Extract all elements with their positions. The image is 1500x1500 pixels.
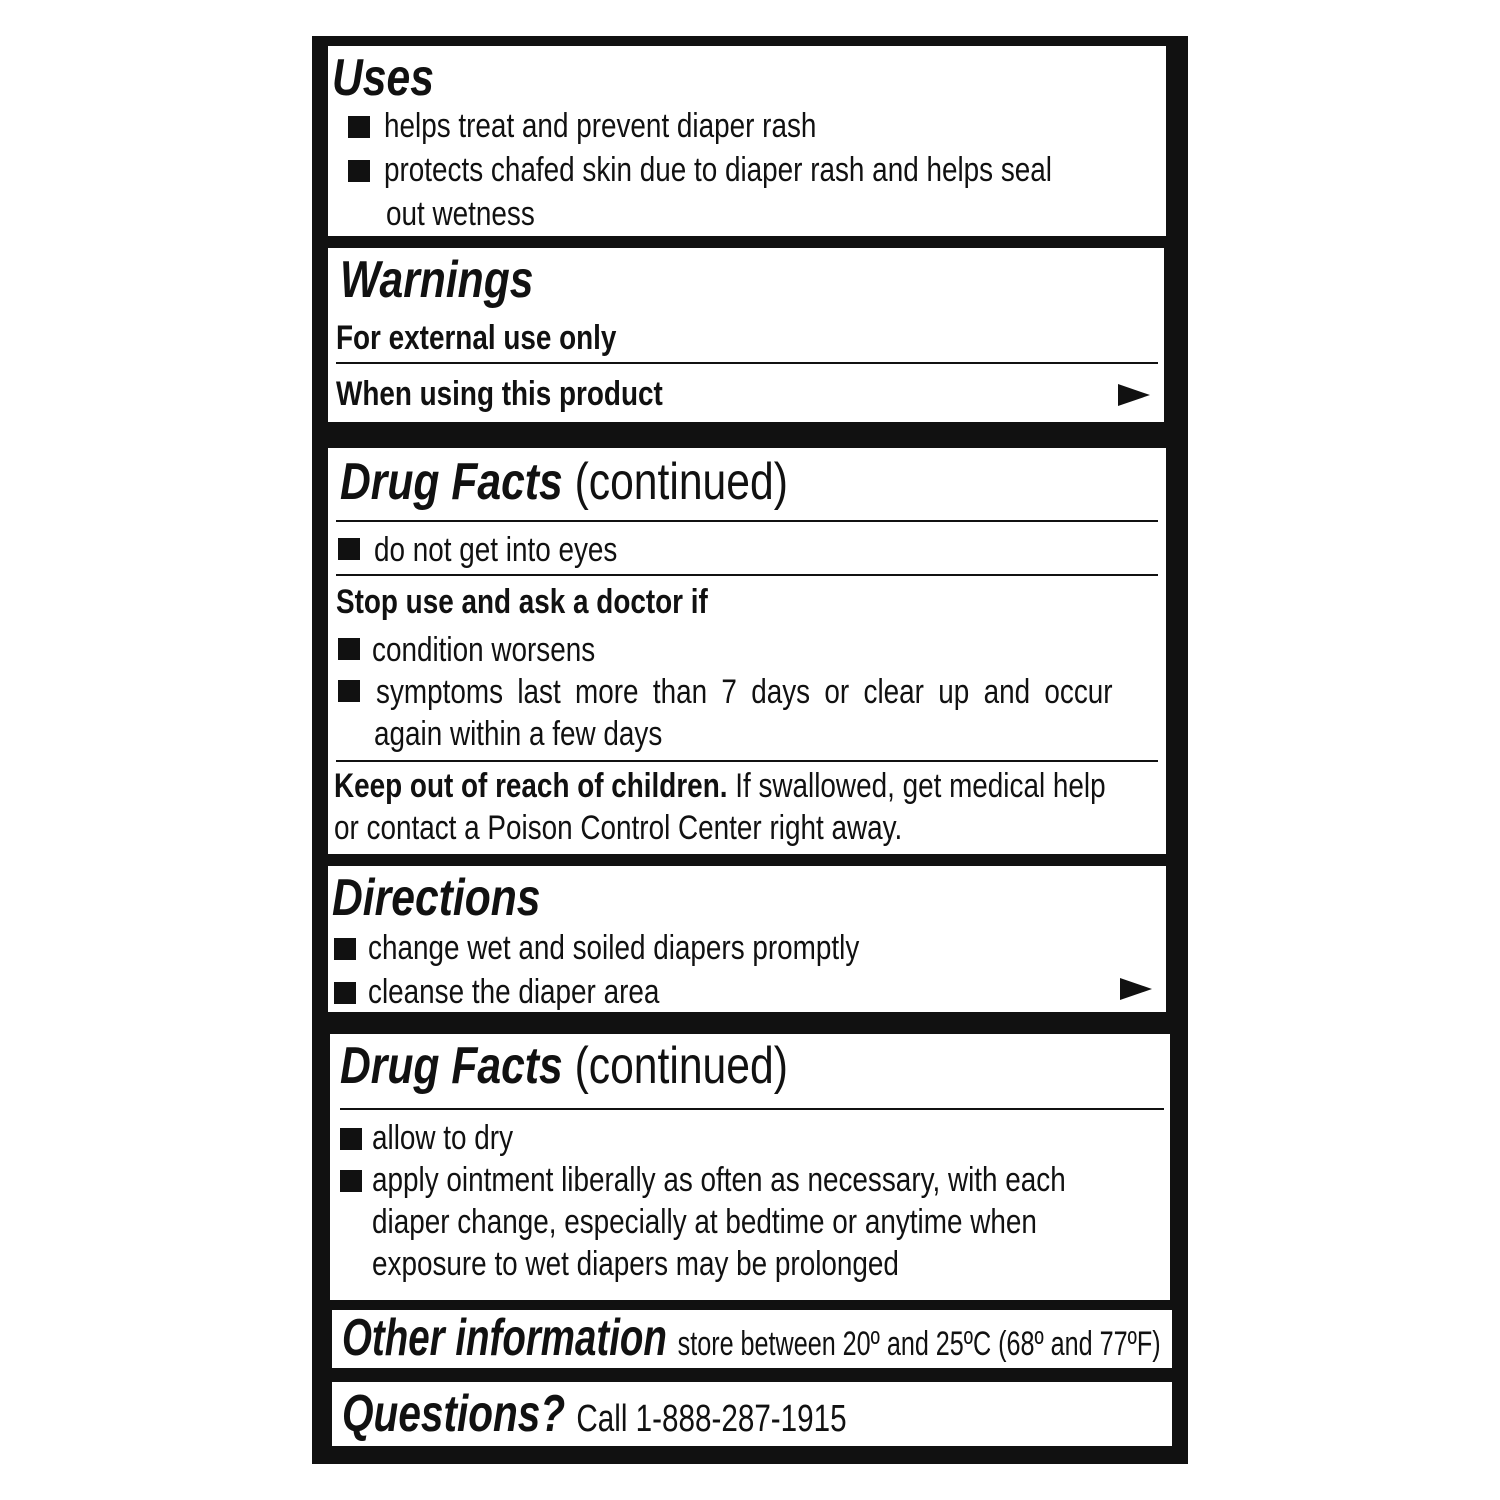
bullet-icon xyxy=(340,1170,362,1192)
other-information-heading: Other information store between 20º and 25ºC (68º and 77ºF) xyxy=(342,1310,1161,1367)
directions-panel xyxy=(328,866,1166,1012)
divider xyxy=(340,1108,1164,1110)
uses-item-continued: out wetness xyxy=(386,195,535,233)
bullet-icon xyxy=(338,638,360,660)
external-use-text: For external use only xyxy=(336,319,617,357)
bullet-icon xyxy=(348,160,370,182)
drug-facts-heading: Drug Facts (continued) xyxy=(340,1037,788,1095)
uses-item: helps treat and prevent diaper rash xyxy=(384,107,817,145)
bullet-icon xyxy=(338,538,360,560)
arrow-right-icon xyxy=(1120,978,1152,1000)
bullet-icon xyxy=(334,938,356,960)
directions-item: change wet and soiled diapers promptly xyxy=(368,929,860,967)
uses-heading: Uses xyxy=(332,49,434,107)
divider xyxy=(336,574,1158,576)
questions-heading: Questions? Call 1-888-287-1915 xyxy=(342,1385,847,1443)
bullet-icon xyxy=(340,1128,362,1150)
poison-control-text: or contact a Poison Control Center right away. xyxy=(334,809,903,847)
stop-use-item-continued: again within a few days xyxy=(374,715,663,753)
drug-facts-continued-panel xyxy=(328,448,1166,854)
arrow-right-icon xyxy=(1118,384,1150,406)
directions-item: allow to dry xyxy=(372,1119,514,1157)
bullet-icon xyxy=(348,116,370,138)
warnings-panel xyxy=(328,248,1164,422)
uses-item: protects chafed skin due to diaper rash and helps seal xyxy=(384,151,1052,189)
bullet-icon xyxy=(334,982,356,1004)
stop-use-item: symptoms last more than 7 days or clear up and occur xyxy=(376,673,1113,711)
stop-use-item: condition worsens xyxy=(372,631,596,669)
when-using-text: When using this product xyxy=(336,375,663,413)
drug-facts-continued-panel-2 xyxy=(330,1034,1170,1300)
directions-item: apply ointment liberally as often as necessary, with each xyxy=(372,1161,1066,1199)
divider xyxy=(336,362,1158,364)
directions-heading: Directions xyxy=(332,869,541,927)
keep-out-of-reach-text: Keep out of reach of children. If swallowed, get medical help xyxy=(334,767,1106,805)
warnings-heading: Warnings xyxy=(340,251,534,309)
directions-item: cleanse the diaper area xyxy=(368,973,660,1011)
other-information-panel xyxy=(332,1310,1172,1368)
eyes-item: do not get into eyes xyxy=(374,531,618,569)
bullet-icon xyxy=(338,680,360,702)
stop-use-heading: Stop use and ask a doctor if xyxy=(336,583,708,621)
uses-panel xyxy=(328,46,1166,236)
directions-item-continued: exposure to wet diapers may be prolonged xyxy=(372,1245,899,1283)
directions-item-continued: diaper change, especially at bedtime or anytime when xyxy=(372,1203,1037,1241)
divider xyxy=(336,520,1158,522)
drug-facts-heading: Drug Facts (continued) xyxy=(340,453,788,511)
divider xyxy=(336,760,1158,762)
questions-panel xyxy=(332,1382,1172,1446)
